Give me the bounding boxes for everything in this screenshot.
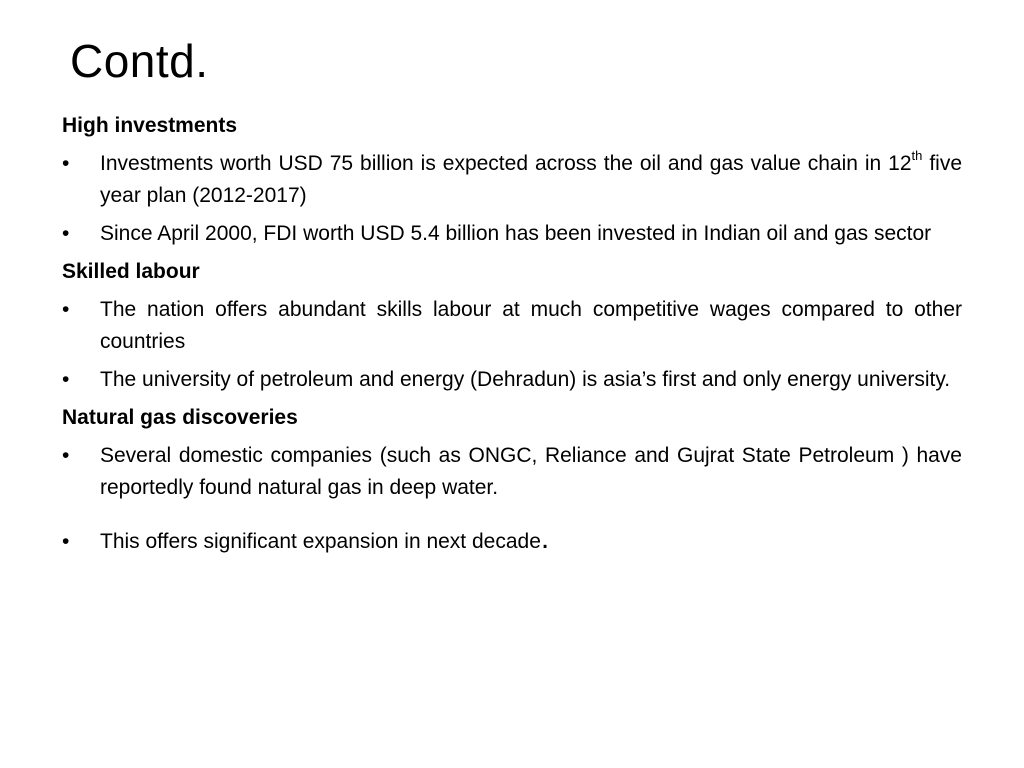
bullet-item: [62, 294, 962, 358]
bullet-text: The university of petroleum and energy (Dehradun) is asia’s first and only energy university.: [100, 368, 951, 391]
superscript: th: [911, 148, 923, 163]
bullet-text: [100, 148, 962, 207]
bullet-item: [62, 522, 962, 558]
bullet-text: Since April 2000, FDI worth USD 5.4 billion has been invested in Indian oil and gas sector: [100, 222, 932, 245]
section-heading: Skilled labour: [62, 260, 200, 283]
bullet-item: [62, 364, 962, 396]
bullet-dot-icon: •: [62, 368, 70, 391]
section-high-investments: [62, 110, 962, 250]
bullet-item: [62, 148, 962, 212]
bullet-text-part: five year plan (2012-2017): [100, 152, 962, 207]
bullet-text-part: This offers significant expansion in next decade: [100, 530, 541, 553]
section-natural-gas-discoveries: [62, 402, 962, 558]
section-heading: Natural gas discoveries: [62, 406, 298, 429]
bullet-text: [100, 522, 550, 555]
bullet-text: Several domestic companies (such as ONGC, Reliance and Gujrat State Petroleum ) have reportedly found natural gas in deep water.: [100, 444, 962, 499]
bullet-dot-icon: •: [62, 152, 70, 175]
bullet-item: [62, 440, 962, 504]
section-heading: High investments: [62, 114, 238, 137]
bullet-text-part: Investments worth USD 75 billion is expected across the oil and gas value chain in 12: [100, 152, 912, 175]
trailing-period: .: [540, 522, 550, 555]
bullet-text: The nation offers abundant skills labour at much competitive wages compared to other countries: [100, 298, 962, 353]
slide-title: Contd.: [70, 35, 209, 87]
bullet-dot-icon: •: [62, 298, 70, 321]
section-skilled-labour: [62, 256, 962, 396]
slide-body: [62, 110, 962, 564]
bullet-item: [62, 218, 962, 250]
bullet-dot-icon: •: [62, 530, 70, 553]
bullet-dot-icon: •: [62, 222, 70, 245]
bullet-dot-icon: •: [62, 444, 70, 467]
